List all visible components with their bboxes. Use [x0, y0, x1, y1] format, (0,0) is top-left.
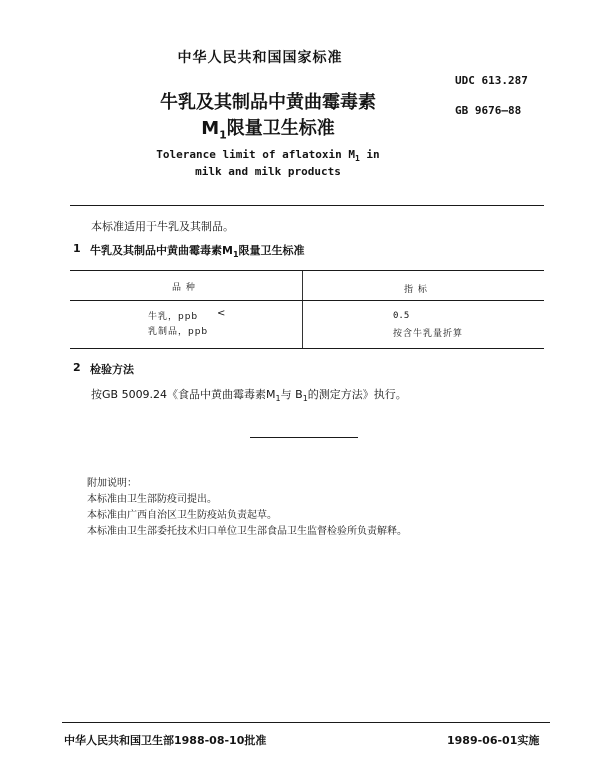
title-en-line1	[118, 148, 418, 163]
footer-rule	[62, 722, 550, 723]
title-en-line2: milk and milk products	[195, 165, 341, 178]
table-row1-operator: <	[217, 308, 227, 319]
section1-number: 1	[73, 242, 81, 255]
standard-type-header: 中华人民共和国国家标准	[177, 50, 343, 66]
scope-text: 本标准适用于牛乳及其制品。	[91, 220, 234, 233]
section1-title-sub: 1	[232, 250, 239, 260]
section2-title: 检验方法	[90, 363, 134, 376]
section2-text-mid: 与 B	[280, 388, 303, 401]
section2-text-post: 的测定方法》执行。	[307, 388, 407, 401]
title-cn-rest: 限量卫生标准	[226, 118, 335, 139]
end-of-text-rule	[250, 437, 358, 438]
footer-implementation: 1989-06-01实施	[447, 734, 540, 747]
table-row1-item: 牛乳，ppb	[148, 312, 199, 322]
table-column-divider	[302, 271, 303, 349]
section2-text	[91, 386, 407, 403]
section2-sub2: 1	[302, 394, 308, 404]
table-header-item: 品 种	[172, 283, 196, 293]
title-divider	[70, 205, 544, 206]
section2-sub1: 1	[275, 394, 281, 404]
notes-line3: 本标准由卫生部委托技术归口单位卫生部食品卫生监督检验所负责解释。	[87, 526, 407, 537]
title-cn-sub: 1	[219, 128, 227, 142]
notes-line2: 本标准由广西自治区卫生防疫站负责起草。	[87, 510, 277, 521]
gb-code: GB 9676—88	[455, 104, 522, 117]
title-cn-line1: 牛乳及其制品中黄曲霉毒素	[160, 92, 376, 113]
table-top-rule	[70, 270, 544, 271]
section1-title-pre: 牛乳及其制品中黄曲霉毒素M	[90, 244, 233, 257]
notes-line1: 本标准由卫生部防疫司提出。	[87, 494, 217, 505]
notes-title: 附加说明：	[87, 478, 137, 489]
section2-text-pre: 按GB 5009.24《食品中黄曲霉毒素M	[91, 388, 276, 401]
table-bottom-rule	[70, 348, 544, 349]
table-header-rule	[70, 300, 544, 301]
title-cn-line2	[118, 116, 418, 149]
title-en-post: in	[359, 148, 380, 161]
section1-title-post: 限量卫生标准	[238, 244, 305, 257]
title-cn-m: M	[201, 118, 220, 139]
footer-approval: 中华人民共和国卫生部1988-08-10批准	[64, 734, 267, 747]
title-en-sub: 1	[354, 154, 360, 164]
title-en-pre: Tolerance limit of aflatoxin M	[156, 148, 355, 161]
udc-code: UDC 613.287	[455, 74, 528, 87]
table-row2-value: 按含牛乳量折算	[393, 329, 464, 339]
table-row1-value: 0.5	[393, 311, 410, 321]
section1-title	[90, 242, 305, 259]
table-row2-item: 乳制品，ppb	[148, 327, 209, 337]
table-header-limit: 指 标	[404, 285, 428, 295]
section2-number: 2	[73, 361, 81, 374]
